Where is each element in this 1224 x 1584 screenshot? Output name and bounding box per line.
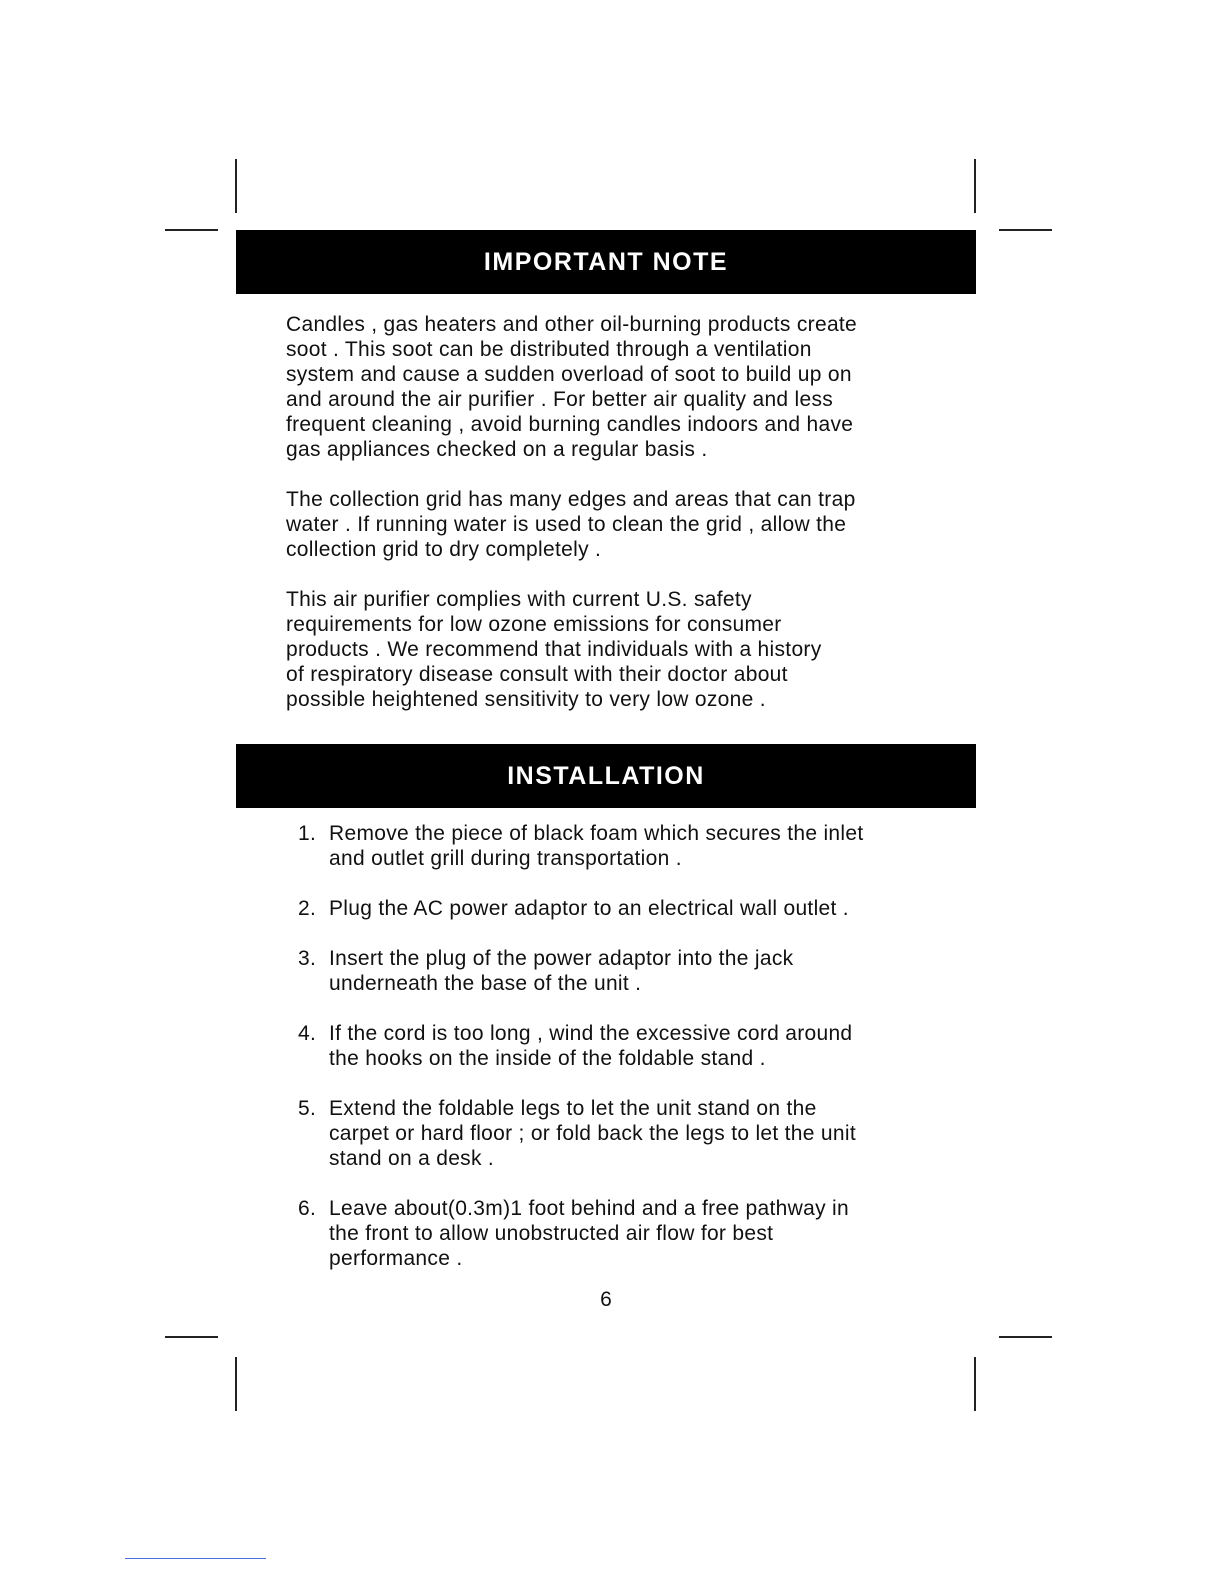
step-number: 3. [298,947,317,970]
crop-mark-bottom-right-horizontal [999,1336,1052,1338]
step-number: 2. [298,897,317,920]
crop-mark-bottom-left-horizontal [165,1336,218,1338]
step-text: Plug the AC power adaptor to an electrical wall outlet . [329,897,849,920]
important-note-paragraph-collection-grid: The collection grid has many edges and areas that can trap water . If running water is used to clean the grid , allow the collection grid to dry completely . [286,488,856,561]
installation-step [298,1096,938,1171]
step-number: 1. [298,822,317,845]
step-text: Extend the foldable legs to let the unit stand on the carpet or hard floor ; or fold back the legs to let the unit stand on a desk . [329,1097,856,1170]
important-note-paragraph-ozone: This air purifier complies with current U.S. safety requirements for low ozone emissions for consumer products . We recommend that individuals with a history of respiratory disease consult with their doctor about possible heightened sensitivity to very low ozone . [286,588,822,711]
step-number: 6. [298,1197,317,1220]
installation-step [298,1021,938,1071]
step-number: 4. [298,1022,317,1045]
step-text: Leave about(0.3m)1 foot behind and a free pathway in the front to allow unobstructed air flow for best performance . [329,1197,849,1270]
installation-step [298,896,938,921]
crop-mark-top-right-horizontal [999,229,1052,231]
step-number: 5. [298,1097,317,1120]
important-note-heading: IMPORTANT NOTE [236,230,976,294]
crop-mark-top-right-vertical [974,159,976,213]
step-text: If the cord is too long , wind the excessive cord around the hooks on the inside of the foldable stand . [329,1022,853,1070]
step-text: Insert the plug of the power adaptor into the jack underneath the base of the unit . [329,947,794,995]
page-number: 6 [600,1288,612,1311]
important-note-paragraph-soot: Candles , gas heaters and other oil-burning products create soot . This soot can be distributed through a ventilation system and cause a sudden overload of soot to build up on and around the air purifier . For better air quality and less frequent cleaning , avoid burning candles indoors and have gas appliances checked on a regular basis . [286,313,858,461]
crop-mark-top-left-horizontal [165,229,218,231]
step-text: Remove the piece of black foam which secures the inlet and outlet grill during transportation . [329,822,864,870]
installation-step [298,946,938,996]
footer-underline-link[interactable] [125,1558,266,1559]
crop-mark-top-left-vertical [235,159,237,213]
installation-step [298,821,938,871]
crop-mark-bottom-right-vertical [974,1357,976,1411]
crop-mark-bottom-left-vertical [235,1357,237,1411]
installation-step [298,1196,938,1271]
installation-heading: INSTALLATION [236,744,976,808]
